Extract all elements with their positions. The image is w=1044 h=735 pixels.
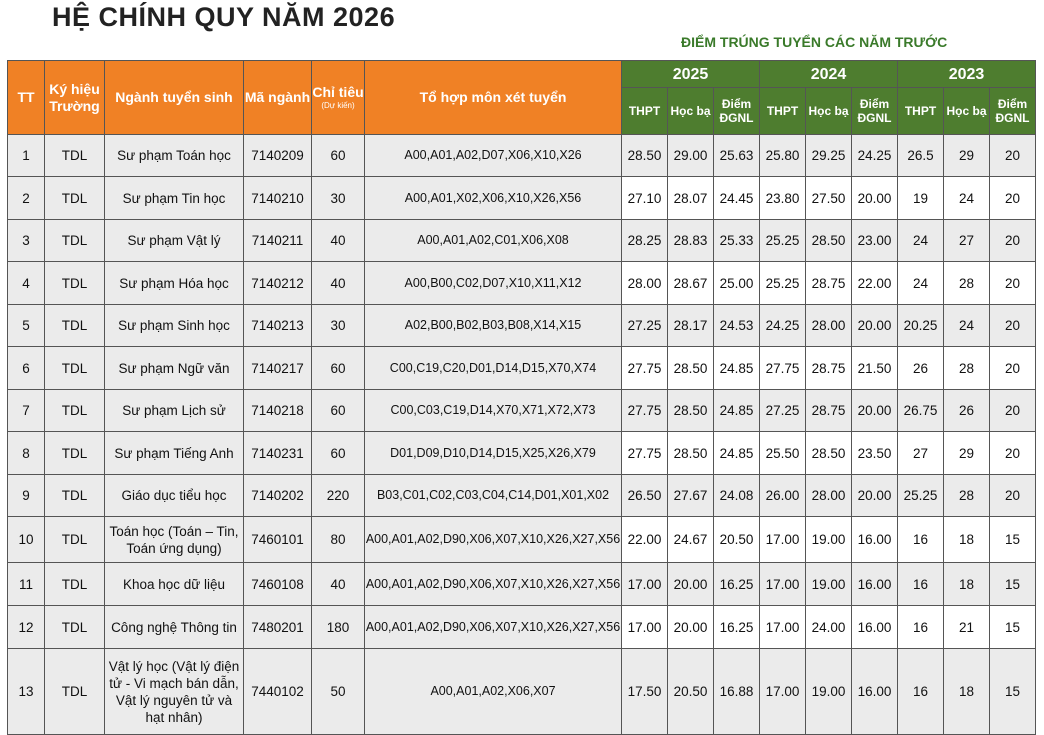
cell-score: 20.50 [714,517,760,563]
cell-score: 20.00 [852,475,898,517]
header-major: Ngành tuyển sinh [105,61,244,135]
cell-score: 20 [990,305,1036,347]
cell-score: 20 [990,432,1036,475]
cell-combo: A00,A01,A02,D90,X06,X07,X10,X26,X27,X56 [365,606,622,649]
table-row [8,563,1036,606]
cell-score: 15 [990,517,1036,563]
cell-quota: 80 [312,517,365,563]
cell-quota: 40 [312,220,365,262]
cell-major: Công nghệ Thông tin [105,606,244,649]
header-year-2025: 2025 [622,61,760,88]
cell-score: 24.45 [714,177,760,220]
cell-score: 25.33 [714,220,760,262]
table-row [8,305,1036,347]
cell-score: 20 [990,390,1036,432]
header-dgnl: Điểm ĐGNL [990,88,1036,135]
cell-score: 29 [944,432,990,475]
table-row [8,262,1036,305]
cell-score: 20 [990,262,1036,305]
cell-score: 18 [944,649,990,735]
cell-score: 25.25 [760,220,806,262]
cell-score: 24 [898,220,944,262]
header-school: Ký hiệu Trường [45,61,105,135]
page-title: HỆ CHÍNH QUY NĂM 2026 [52,2,396,32]
cell-score: 16.88 [714,649,760,735]
cell-tt: 7 [8,390,45,432]
cell-score: 26 [944,390,990,432]
cell-score: 24.53 [714,305,760,347]
cell-major: Sư phạm Toán học [105,135,244,177]
header-hocba: Học bạ [944,88,990,135]
quota-note: (Dự kiến) [321,101,355,110]
table-row [8,432,1036,475]
cell-score: 26.50 [622,475,668,517]
cell-score: 23.00 [852,220,898,262]
header-dgnl: Điểm ĐGNL [852,88,898,135]
cell-score: 17.00 [622,606,668,649]
cell-quota: 50 [312,649,365,735]
cell-code: 7140218 [244,390,312,432]
cell-score: 28.00 [622,262,668,305]
cell-score: 18 [944,517,990,563]
cell-score: 27.25 [760,390,806,432]
cell-score: 17.00 [760,606,806,649]
cell-school: TDL [45,432,105,475]
cell-score: 24.00 [806,606,852,649]
cell-tt: 10 [8,517,45,563]
cell-score: 19.00 [806,517,852,563]
header-combo: Tổ hợp môn xét tuyển [365,61,622,135]
cell-score: 16.00 [852,517,898,563]
cell-score: 17.00 [760,517,806,563]
cell-school: TDL [45,347,105,390]
cell-tt: 6 [8,347,45,390]
section-subtitle: ĐIỂM TRÚNG TUYỂN CÁC NĂM TRƯỚC [681,34,948,50]
cell-tt: 11 [8,563,45,606]
cell-score: 20.00 [852,305,898,347]
table-row [8,475,1036,517]
cell-tt: 9 [8,475,45,517]
cell-score: 26 [898,347,944,390]
cell-score: 20 [990,177,1036,220]
cell-tt: 4 [8,262,45,305]
cell-score: 28.50 [668,390,714,432]
cell-score: 16 [898,563,944,606]
cell-quota: 40 [312,563,365,606]
cell-score: 28.00 [806,305,852,347]
cell-score: 15 [990,649,1036,735]
table-row [8,649,1036,735]
table-row [8,177,1036,220]
header-tt: TT [8,61,45,135]
cell-quota: 60 [312,135,365,177]
cell-quota: 220 [312,475,365,517]
cell-school: TDL [45,177,105,220]
cell-major: Sư phạm Lịch sử [105,390,244,432]
cell-score: 20 [990,475,1036,517]
cell-score: 28 [944,347,990,390]
cell-major: Sư phạm Sinh học [105,305,244,347]
cell-score: 28.75 [806,347,852,390]
cell-score: 29 [944,135,990,177]
cell-score: 22.00 [622,517,668,563]
cell-combo: A02,B00,B02,B03,B08,X14,X15 [365,305,622,347]
cell-score: 25.25 [760,262,806,305]
cell-score: 16.25 [714,606,760,649]
cell-score: 25.63 [714,135,760,177]
cell-combo: C00,C19,C20,D01,D14,D15,X70,X74 [365,347,622,390]
cell-score: 23.50 [852,432,898,475]
cell-score: 24.85 [714,390,760,432]
cell-tt: 2 [8,177,45,220]
cell-combo: A00,A01,A02,D90,X06,X07,X10,X26,X27,X56 [365,517,622,563]
header-code: Mã ngành [244,61,312,135]
cell-score: 27.75 [622,347,668,390]
cell-tt: 1 [8,135,45,177]
cell-score: 25.80 [760,135,806,177]
cell-score: 16.00 [852,563,898,606]
cell-score: 18 [944,563,990,606]
cell-score: 27.75 [760,347,806,390]
header-year-2024: 2024 [760,61,898,88]
cell-score: 28.83 [668,220,714,262]
cell-school: TDL [45,649,105,735]
cell-score: 24 [898,262,944,305]
cell-score: 20.00 [668,606,714,649]
cell-tt: 13 [8,649,45,735]
cell-score: 19.00 [806,563,852,606]
cell-major: Khoa học dữ liệu [105,563,244,606]
cell-code: 7140209 [244,135,312,177]
cell-quota: 60 [312,347,365,390]
cell-score: 27 [898,432,944,475]
cell-combo: A00,B00,C02,D07,X10,X11,X12 [365,262,622,305]
cell-score: 24.85 [714,347,760,390]
cell-score: 16 [898,606,944,649]
cell-score: 28.50 [806,432,852,475]
cell-score: 20 [990,347,1036,390]
cell-quota: 30 [312,305,365,347]
admission-table [7,60,1036,735]
cell-score: 17.00 [622,563,668,606]
cell-score: 27 [944,220,990,262]
cell-score: 28 [944,475,990,517]
cell-school: TDL [45,563,105,606]
table-row [8,606,1036,649]
header-hocba: Học bạ [668,88,714,135]
quota-label: Chỉ tiêu [312,84,364,100]
cell-score: 28.75 [806,390,852,432]
cell-combo: C00,C03,C19,D14,X70,X71,X72,X73 [365,390,622,432]
cell-score: 24 [944,305,990,347]
cell-score: 28.50 [622,135,668,177]
cell-score: 28.50 [806,220,852,262]
cell-code: 7140213 [244,305,312,347]
cell-score: 28.17 [668,305,714,347]
table-row [8,220,1036,262]
cell-major: Vật lý học (Vật lý điện tử - Vi mạch bán dẫn, Vật lý nguyên tử và hạt nhân) [105,649,244,735]
cell-code: 7140212 [244,262,312,305]
cell-score: 24.25 [852,135,898,177]
cell-score: 24.25 [760,305,806,347]
cell-tt: 5 [8,305,45,347]
cell-score: 27.25 [622,305,668,347]
table-row [8,135,1036,177]
table-row [8,517,1036,563]
cell-score: 16.00 [852,649,898,735]
cell-score: 19.00 [806,649,852,735]
cell-major: Giáo dục tiểu học [105,475,244,517]
cell-score: 26.00 [760,475,806,517]
cell-score: 15 [990,606,1036,649]
cell-major: Sư phạm Hóa học [105,262,244,305]
cell-combo: A00,A01,A02,D07,X06,X10,X26 [365,135,622,177]
cell-score: 16.25 [714,563,760,606]
table-row [8,347,1036,390]
cell-code: 7460108 [244,563,312,606]
cell-code: 7460101 [244,517,312,563]
cell-score: 25.00 [714,262,760,305]
header-thpt: THPT [760,88,806,135]
cell-code: 7480201 [244,606,312,649]
cell-school: TDL [45,390,105,432]
cell-score: 24.67 [668,517,714,563]
cell-score: 20 [990,135,1036,177]
cell-score: 20.00 [852,177,898,220]
cell-combo: B03,C01,C02,C03,C04,C14,D01,X01,X02 [365,475,622,517]
cell-major: Sư phạm Ngữ văn [105,347,244,390]
cell-score: 28.75 [806,262,852,305]
cell-score: 28.67 [668,262,714,305]
cell-score: 21 [944,606,990,649]
cell-score: 19 [898,177,944,220]
cell-score: 24.08 [714,475,760,517]
cell-score: 29.25 [806,135,852,177]
header-year-2023: 2023 [898,61,1036,88]
cell-major: Toán học (Toán – Tin, Toán ứng dụng) [105,517,244,563]
cell-major: Sư phạm Vật lý [105,220,244,262]
cell-major: Sư phạm Tin học [105,177,244,220]
cell-score: 28.25 [622,220,668,262]
cell-score: 24 [944,177,990,220]
cell-score: 17.00 [760,649,806,735]
cell-score: 24.85 [714,432,760,475]
cell-score: 23.80 [760,177,806,220]
cell-score: 20.25 [898,305,944,347]
cell-score: 16 [898,649,944,735]
cell-tt: 8 [8,432,45,475]
cell-score: 15 [990,563,1036,606]
cell-score: 28.50 [668,347,714,390]
cell-score: 25.50 [760,432,806,475]
cell-score: 28.00 [806,475,852,517]
cell-combo: D01,D09,D10,D14,D15,X25,X26,X79 [365,432,622,475]
cell-score: 28.50 [668,432,714,475]
cell-score: 28.07 [668,177,714,220]
cell-score: 20.50 [668,649,714,735]
cell-code: 7140210 [244,177,312,220]
cell-score: 16 [898,517,944,563]
cell-score: 28 [944,262,990,305]
cell-code: 7440102 [244,649,312,735]
cell-school: TDL [45,517,105,563]
header-thpt: THPT [898,88,944,135]
cell-score: 20.00 [668,563,714,606]
cell-school: TDL [45,135,105,177]
cell-score: 16.00 [852,606,898,649]
cell-major: Sư phạm Tiếng Anh [105,432,244,475]
cell-score: 26.75 [898,390,944,432]
cell-code: 7140217 [244,347,312,390]
cell-school: TDL [45,606,105,649]
cell-score: 21.50 [852,347,898,390]
cell-score: 17.50 [622,649,668,735]
cell-quota: 40 [312,262,365,305]
cell-score: 27.10 [622,177,668,220]
cell-combo: A00,A01,A02,X06,X07 [365,649,622,735]
cell-score: 27.50 [806,177,852,220]
cell-school: TDL [45,220,105,262]
table-row [8,390,1036,432]
cell-combo: A00,A01,A02,D90,X06,X07,X10,X26,X27,X56 [365,563,622,606]
cell-combo: A00,A01,A02,C01,X06,X08 [365,220,622,262]
cell-quota: 60 [312,390,365,432]
cell-score: 26.5 [898,135,944,177]
cell-school: TDL [45,475,105,517]
cell-score: 27.75 [622,390,668,432]
cell-code: 7140211 [244,220,312,262]
cell-school: TDL [45,305,105,347]
header-quota [312,61,365,135]
cell-school: TDL [45,262,105,305]
cell-score: 20.00 [852,390,898,432]
cell-score: 20 [990,220,1036,262]
cell-score: 25.25 [898,475,944,517]
cell-code: 7140231 [244,432,312,475]
cell-combo: A00,A01,X02,X06,X10,X26,X56 [365,177,622,220]
cell-quota: 30 [312,177,365,220]
cell-quota: 60 [312,432,365,475]
header-dgnl: Điểm ĐGNL [714,88,760,135]
cell-code: 7140202 [244,475,312,517]
cell-tt: 12 [8,606,45,649]
cell-score: 29.00 [668,135,714,177]
header-thpt: THPT [622,88,668,135]
header-hocba: Học bạ [806,88,852,135]
cell-quota: 180 [312,606,365,649]
cell-score: 27.67 [668,475,714,517]
cell-tt: 3 [8,220,45,262]
cell-score: 22.00 [852,262,898,305]
cell-score: 17.00 [760,563,806,606]
cell-score: 27.75 [622,432,668,475]
